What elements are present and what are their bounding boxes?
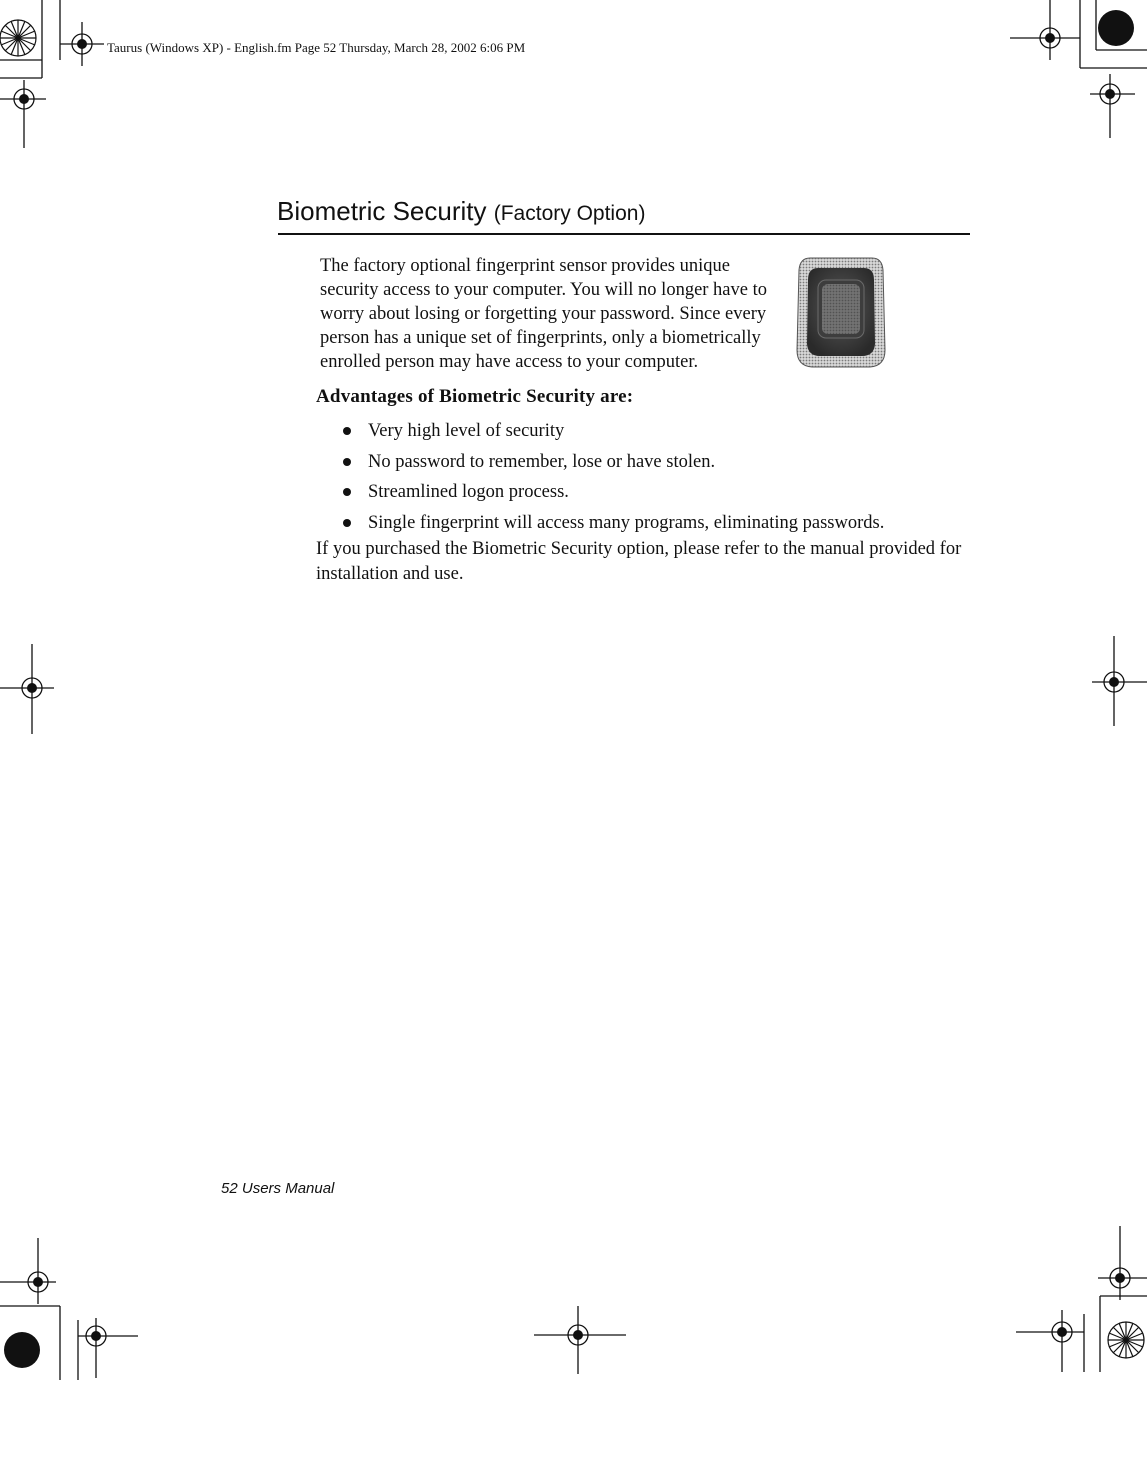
advantages-heading: Advantages of Biometric Security are: bbox=[316, 386, 634, 407]
bullet-icon bbox=[343, 488, 351, 496]
list-item-text: Single fingerprint will access many programs, eliminating passwords. bbox=[368, 512, 885, 533]
intro-paragraph: The factory optional fingerprint sensor provides unique security access to your computer. You will no longer have to worry about losing or forgetting your password. Since every person has a unique set of fingerprints, only a biometrically enrolled person may have access to your computer. bbox=[320, 256, 767, 372]
advantages-list bbox=[340, 416, 884, 538]
page-number: 52 bbox=[221, 1180, 238, 1197]
section-title bbox=[277, 196, 645, 227]
print-header: Taurus (Windows XP) - English.fm Page 52 Thursday, March 28, 2002 6:06 PM bbox=[107, 40, 526, 55]
bullet-icon bbox=[343, 458, 351, 466]
section-title-main: Biometric Security bbox=[277, 196, 487, 226]
closing-paragraph: If you purchased the Biometric Security option, please refer to the manual provided for installation and use. bbox=[316, 539, 962, 584]
list-item-text: Very high level of security bbox=[368, 421, 565, 442]
section-title-suffix: (Factory Option) bbox=[493, 202, 646, 225]
list-item-text: No password to remember, lose or have stolen. bbox=[368, 451, 716, 472]
bullet-icon bbox=[343, 427, 351, 435]
page-footer bbox=[221, 1180, 334, 1197]
title-underline bbox=[278, 233, 970, 235]
manual-name: Users Manual bbox=[241, 1180, 335, 1197]
list-item bbox=[340, 447, 884, 478]
list-item-text: Streamlined logon process. bbox=[368, 482, 569, 503]
bullet-icon bbox=[343, 519, 351, 527]
list-item bbox=[340, 477, 884, 508]
fingerprint-sensor-icon bbox=[796, 254, 886, 370]
list-item bbox=[340, 416, 884, 447]
list-item bbox=[340, 508, 884, 539]
